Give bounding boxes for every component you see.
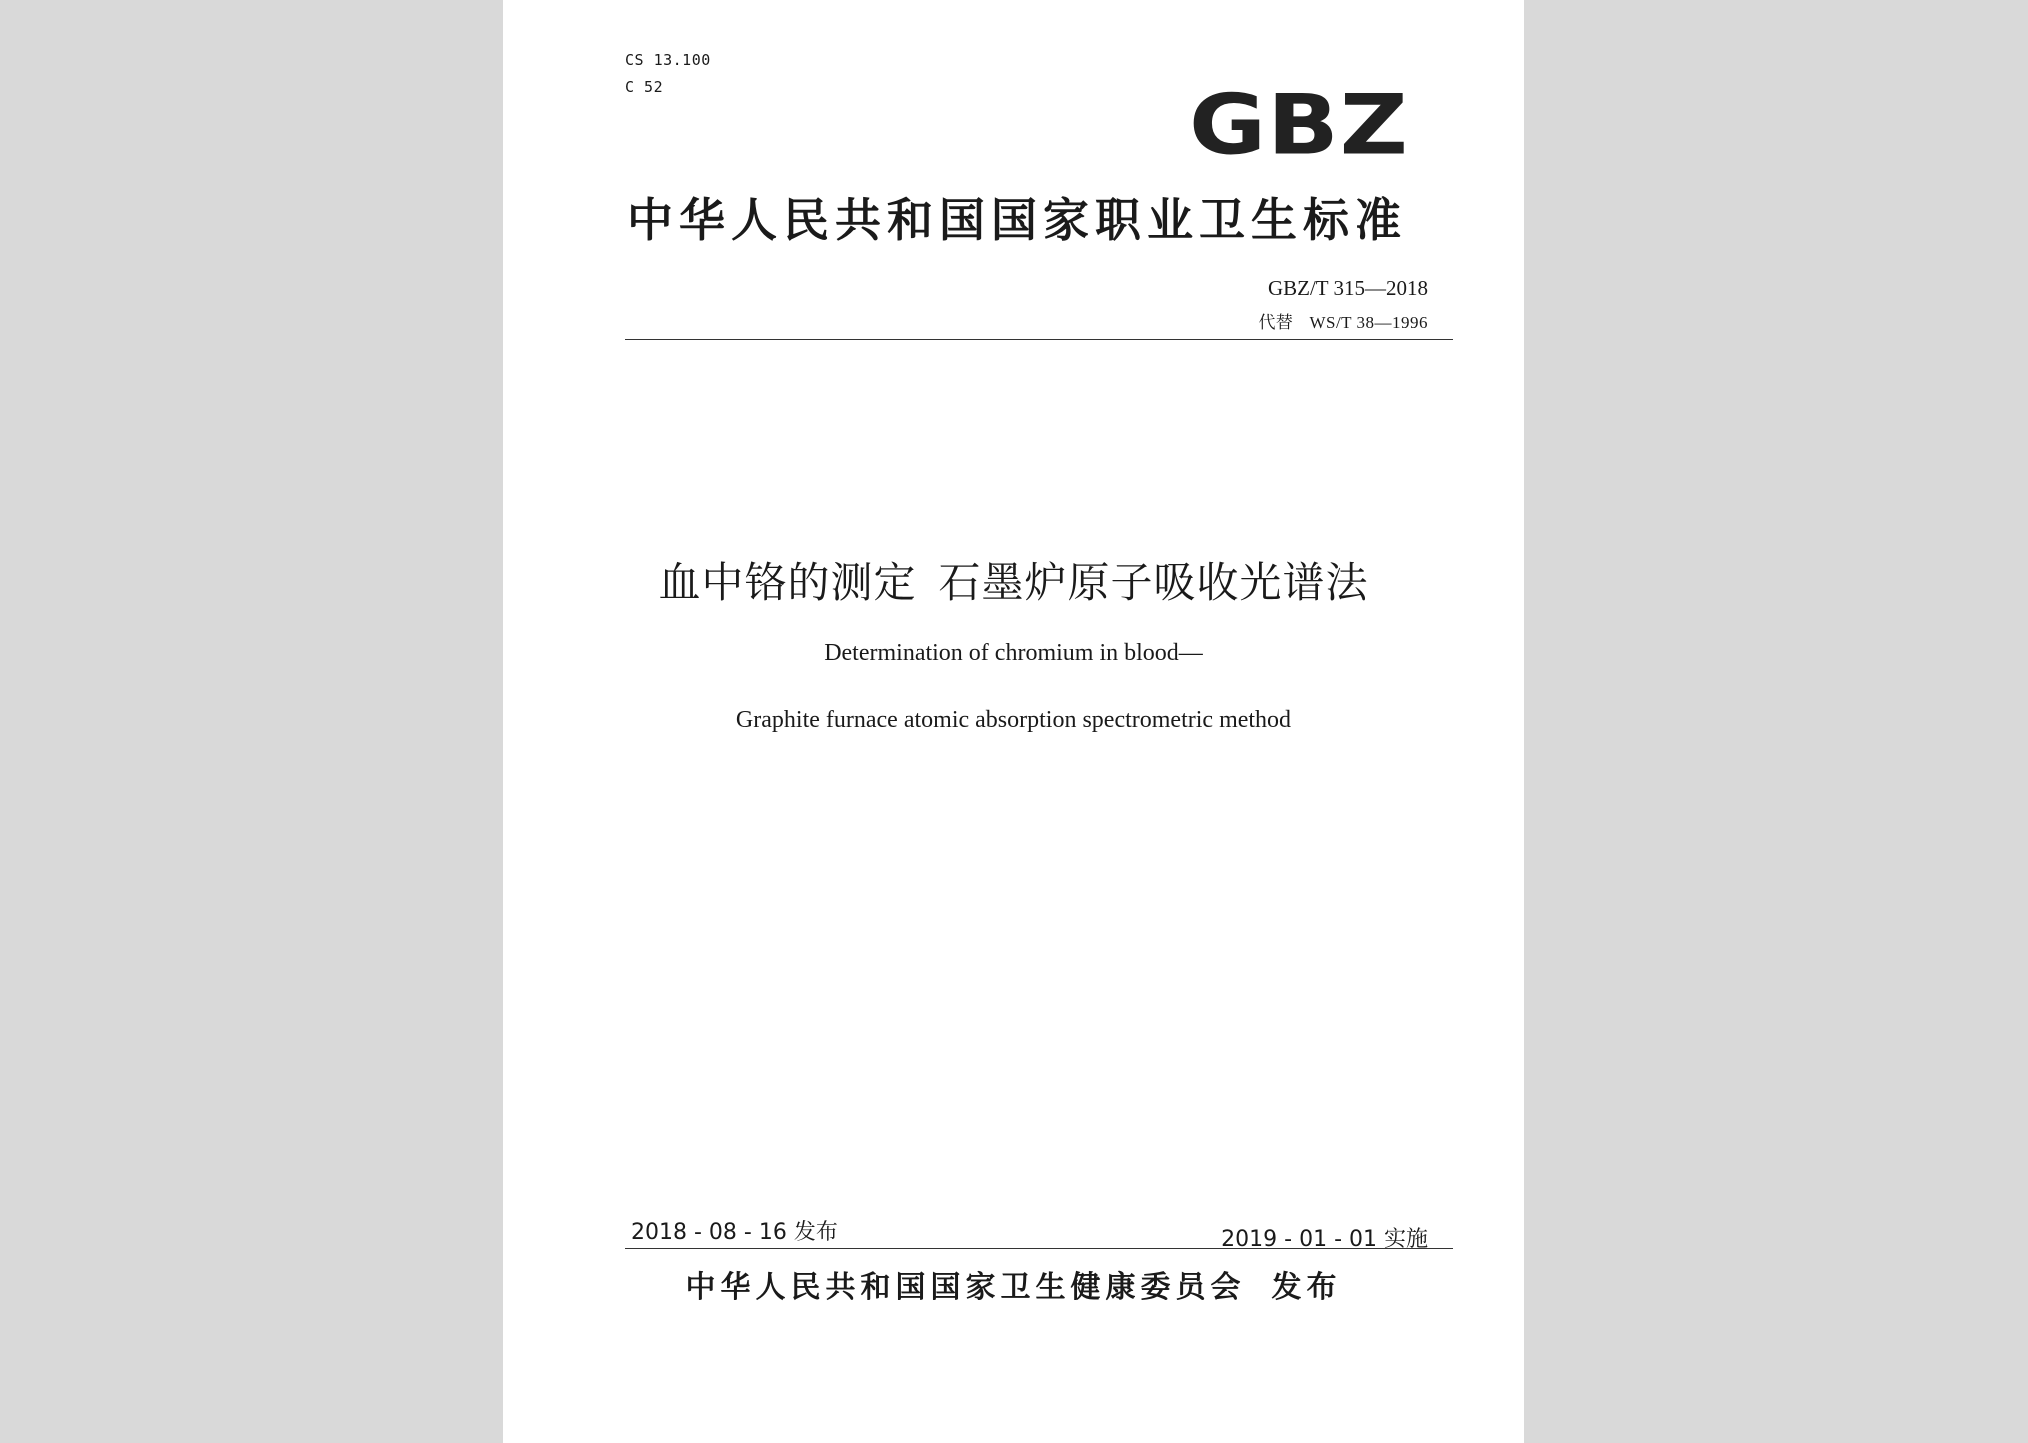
title-english-line2: Graphite furnace atomic absorption spectrometric method <box>735 707 1292 733</box>
title-english-line1: Determination of chromium in blood— <box>824 640 1203 666</box>
header-divider <box>625 339 1453 340</box>
publisher-action: 发布 <box>1271 1270 1342 1305</box>
implementation-date: 2019 - 01 - 01 实施 <box>1221 1227 1428 1252</box>
title-cn-part1: 血中铬的测定 <box>658 558 917 607</box>
replaces-label: 代替 <box>1258 313 1294 332</box>
footer-divider <box>625 1248 1453 1249</box>
standard-type: 中华人民共和国国家职业卫生标准 <box>627 193 1407 247</box>
ics-code: CS 13.100 <box>625 51 711 69</box>
issue-date: 2018 - 08 - 16 发布 <box>631 1220 838 1245</box>
publisher-line <box>503 1262 1524 1306</box>
replaces-line <box>1258 308 1428 333</box>
title-cn-part2: 石墨炉原子吸收光谱法 <box>938 558 1369 607</box>
gbz-logo: GBZ <box>1189 78 1409 174</box>
replaces-id: WS/T 38—1996 <box>1309 313 1428 332</box>
publisher-name: 中华人民共和国国家卫生健康委员会 <box>685 1270 1246 1305</box>
title-chinese <box>503 550 1524 610</box>
standard-number: GBZ/T 315—2018 <box>1267 276 1428 300</box>
document-page <box>503 0 1524 1443</box>
ccs-code: C 52 <box>625 78 664 96</box>
